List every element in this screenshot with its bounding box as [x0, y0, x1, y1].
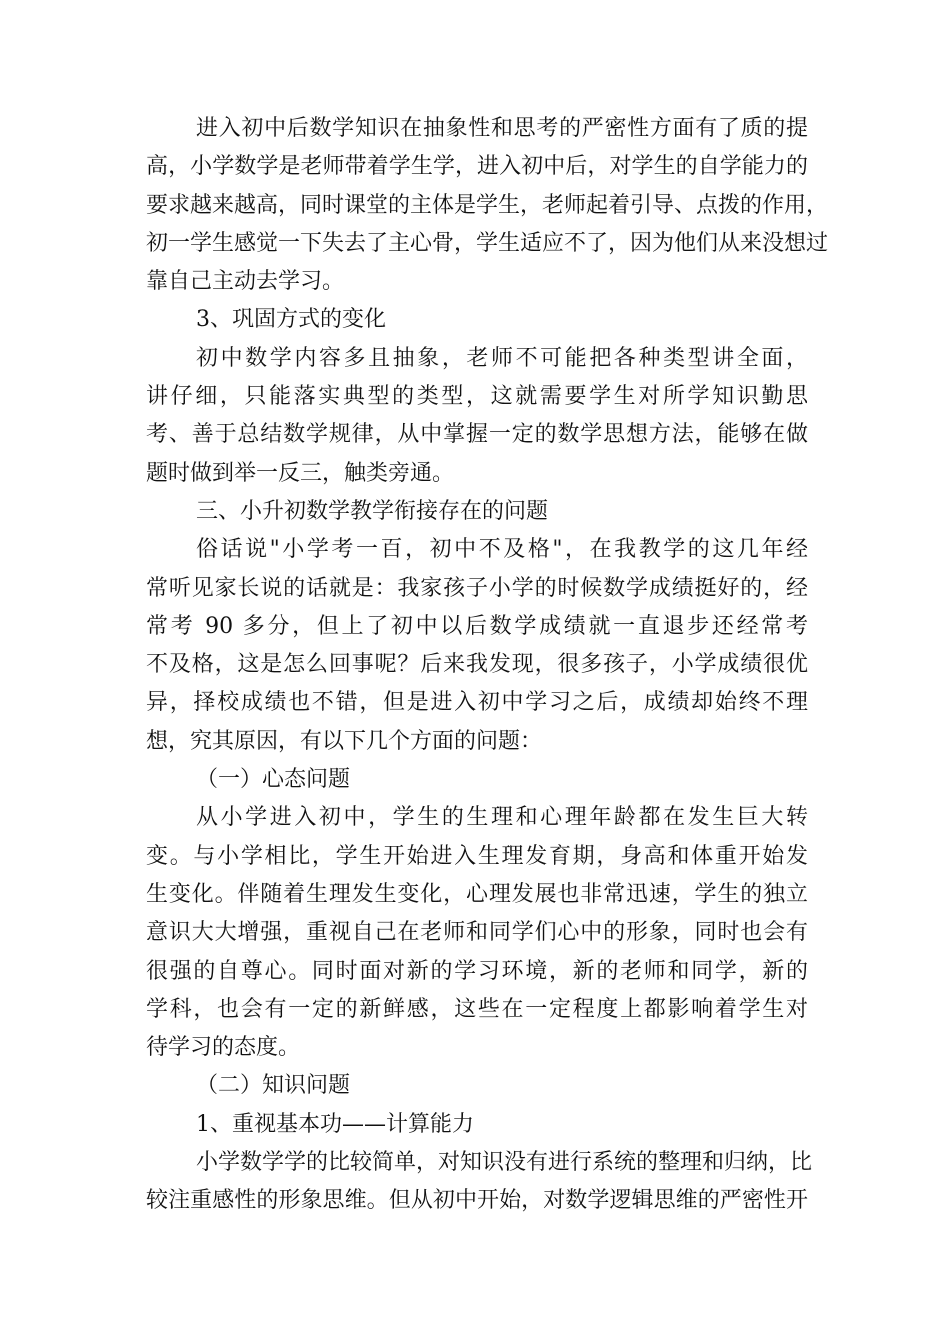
paragraph-line: 从小学进入初中，学生的生理和心理年龄都在发生巨大转	[196, 805, 808, 831]
paragraph-line: 想，究其原因，有以下几个方面的问题：	[146, 728, 543, 754]
paragraph-line: 讲仔细，只能落实典型的类型，这就需要学生对所学知识勤思	[146, 384, 808, 410]
section-heading: （一）心态问题	[196, 767, 351, 793]
paragraph-line: 要求越来越高，同时课堂的主体是学生，老师起着引导、点拨的作用，	[146, 192, 829, 218]
paragraph-line: 靠自己主动去学习。	[146, 269, 345, 295]
paragraph-line: 题时做到举一反三，触类旁通。	[146, 460, 455, 486]
paragraph-line: 很强的自尊心。同时面对新的学习环境，新的老师和同学，新的	[146, 958, 808, 984]
paragraph-line: 小学数学学的比较简单，对知识没有进行系统的整理和归纳，比	[196, 1150, 813, 1176]
paragraph-line: 意识大大增强，重视自己在老师和同学们心中的形象，同时也会有	[146, 920, 808, 946]
paragraph-line: 常听见家长说的话就是：我家孩子小学的时候数学成绩挺好的，经	[146, 575, 808, 601]
paragraph-line: 高，小学数学是老师带着学生学，进入初中后，对学生的自学能力的	[146, 154, 808, 180]
paragraph-line: 待学习的态度。	[146, 1035, 301, 1061]
paragraph-line: 进入初中后数学知识在抽象性和思考的严密性方面有了质的提	[196, 116, 808, 141]
paragraph-line: 常考 90 多分，但上了初中以后数学成绩就一直退步还经常考	[146, 613, 808, 639]
section-heading: 3、巩固方式的变化	[196, 307, 386, 333]
section-heading: 三、小升初数学教学衔接存在的问题	[196, 498, 549, 524]
paragraph-line: 考、善于总结数学规律，从中掌握一定的数学思想方法，能够在做	[146, 422, 808, 448]
paragraph-line: 变。与小学相比，学生开始进入生理发育期，身高和体重开始发	[146, 843, 808, 869]
paragraph-line: 异，择校成绩也不错，但是进入初中学习之后，成绩却始终不理	[146, 690, 808, 716]
paragraph-line: 初一学生感觉一下失去了主心骨，学生适应不了，因为他们从来没想过	[146, 230, 829, 256]
section-heading: （二）知识问题	[196, 1073, 351, 1099]
paragraph-line: 俗话说"小学考一百，初中不及格"，在我教学的这几年经	[196, 537, 808, 563]
paragraph-line: 初中数学内容多且抽象，老师不可能把各种类型讲全面，	[196, 345, 808, 371]
paragraph-line: 生变化。伴随着生理发生变化，心理发展也非常迅速，学生的独立	[146, 881, 808, 907]
paragraph-line: 学科，也会有一定的新鲜感，这些在一定程度上都影响着学生对	[146, 996, 808, 1022]
paragraph-line: 较注重感性的形象思维。但从初中开始，对数学逻辑思维的严密性开	[146, 1188, 808, 1214]
paragraph-line: 不及格，这是怎么回事呢？后来我发现，很多孩子，小学成绩很优	[146, 652, 808, 678]
document-page	[146, 110, 829, 1221]
section-heading: 1、重视基本功——计算能力	[196, 1111, 474, 1137]
